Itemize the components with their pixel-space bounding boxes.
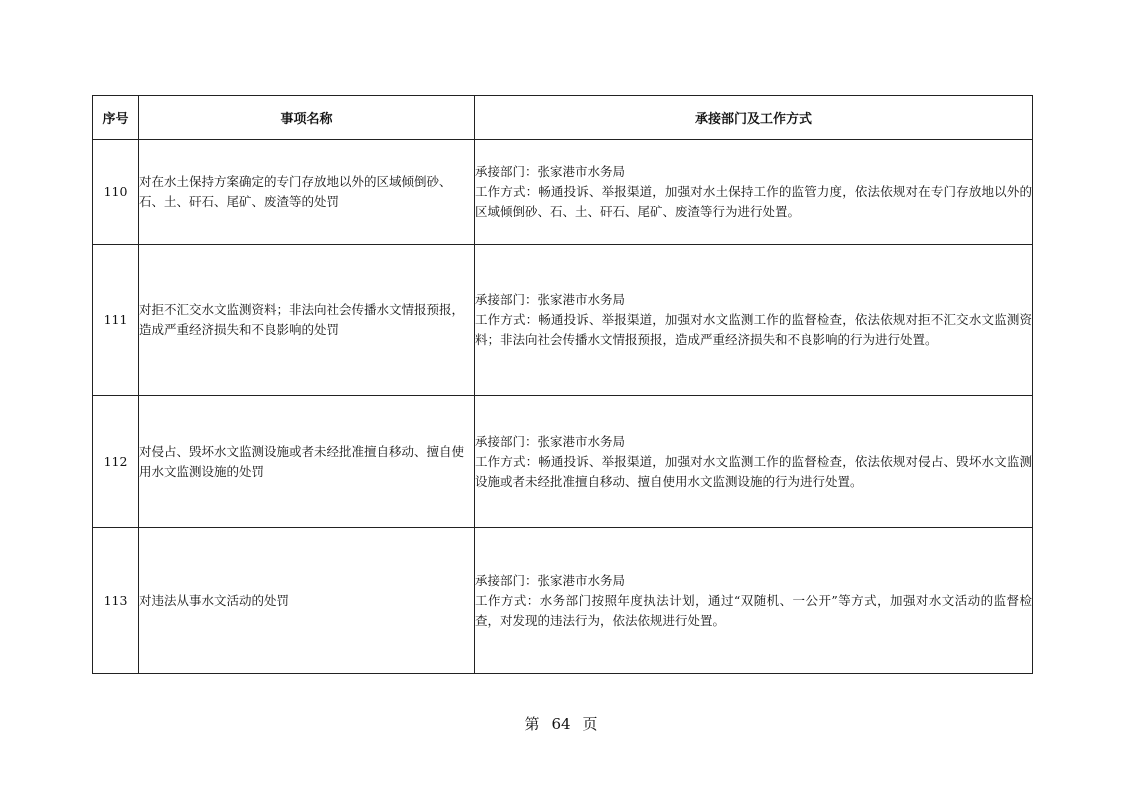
matters-table: [92, 95, 1033, 674]
page-number: 64: [551, 715, 571, 733]
row-dept: [475, 245, 1033, 396]
table-header-row: [93, 96, 1033, 140]
row-seq: 110: [93, 140, 139, 245]
row-method-line: 工作方式：水务部门按照年度执法计划，通过“双随机、一公开”等方式，加强对水文活动的监督检查，对发现的违法行为，依法依规进行处置。: [475, 592, 1032, 628]
row-seq: 111: [93, 245, 139, 396]
row-seq: 112: [93, 396, 139, 528]
row-dept: [475, 140, 1033, 245]
row-dept: [475, 528, 1033, 674]
row-dept-line: 承接部门：张家港市水务局: [475, 292, 626, 307]
header-name: 事项名称: [139, 96, 475, 140]
table-row: [93, 140, 1033, 245]
row-name: 对侵占、毁坏水文监测设施或者未经批准擅自移动、擅自使用水文监测设施的处罚: [139, 396, 475, 528]
row-seq: 113: [93, 528, 139, 674]
table-row: [93, 245, 1033, 396]
row-dept-line: 承接部门：张家港市水务局: [475, 572, 626, 588]
row-method-line: 工作方式：畅通投诉、举报渠道，加强对水土保持工作的监管力度，依法依规对在专门存放地以外的区域倾倒砂、石、土、矸石、尾矿、废渣等行为进行处置。: [475, 184, 1032, 219]
header-seq: 序号: [93, 96, 139, 140]
footer-prefix: 第: [524, 715, 540, 733]
row-dept: [475, 396, 1033, 528]
row-method-line: 工作方式：畅通投诉、举报渠道，加强对水文监测工作的监督检查，依法依规对拒不汇交水文监测资料；非法向社会传播水文情报预报，造成严重经济损失和不良影响的行为进行处置。: [475, 312, 1032, 347]
table-row: [93, 528, 1033, 674]
row-name: 对违法从事水文活动的处罚: [139, 528, 475, 674]
row-dept-line: 承接部门：张家港市水务局: [475, 433, 626, 449]
table-row: [93, 396, 1033, 528]
row-name: 对拒不汇交水文监测资料；非法向社会传播水文情报预报，造成严重经济损失和不良影响的处罚: [139, 245, 475, 396]
row-method-line: 工作方式：畅通投诉、举报渠道，加强对水文监测工作的监督检查，依法依规对侵占、毁坏水文监测设施或者未经批准擅自移动、擅自使用水文监测设施的行为进行处置。: [475, 453, 1032, 489]
row-dept-line: 承接部门：张家港市水务局: [475, 164, 626, 179]
header-dept: 承接部门及工作方式: [475, 96, 1033, 140]
row-name: 对在水土保持方案确定的专门存放地以外的区域倾倒砂、石、土、矸石、尾矿、废渣等的处罚: [139, 140, 475, 245]
page-footer: [0, 713, 1122, 734]
footer-suffix: 页: [582, 715, 598, 733]
